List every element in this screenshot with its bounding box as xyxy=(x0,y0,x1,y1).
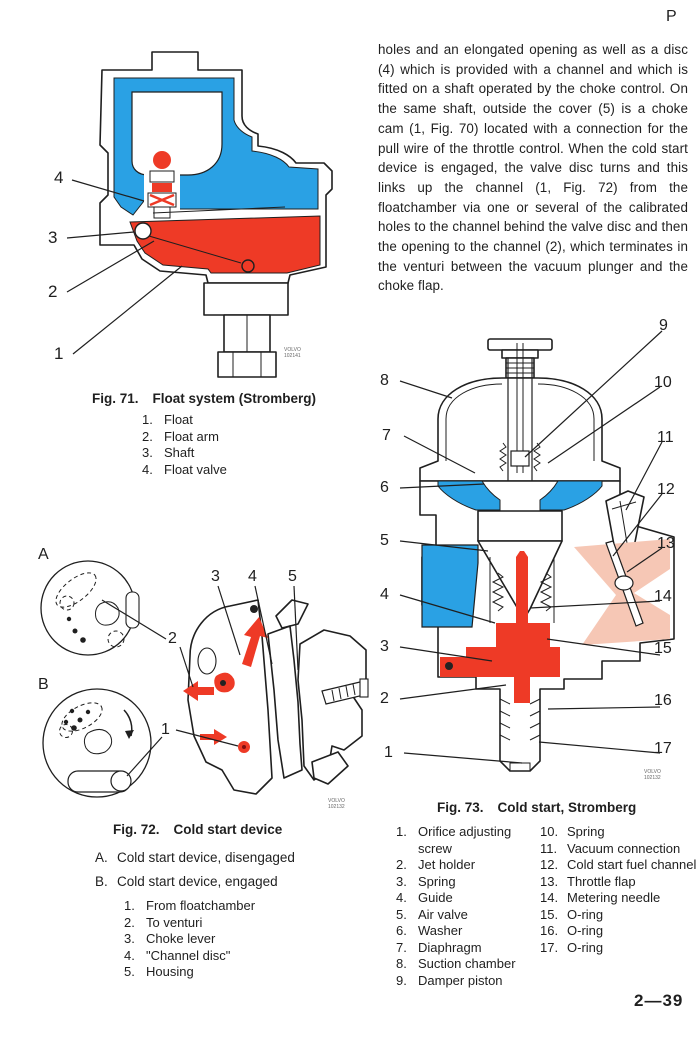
fig72-callout-2: 2 xyxy=(168,630,177,647)
list-item: 7. Diaphragm xyxy=(396,939,482,955)
fig72-callout-1: 1 xyxy=(161,721,170,738)
list-item: 2. Jet holder xyxy=(396,857,476,872)
list-item: 3. Choke lever xyxy=(124,931,216,946)
fig73-callout-4: 4 xyxy=(380,586,389,603)
fig73-parts-col1 xyxy=(396,824,544,989)
fig72-caption-label: Fig. 72. xyxy=(113,822,160,837)
fig72-disc-a xyxy=(41,561,139,655)
fig71-caption-title: Float system (Stromberg) xyxy=(152,391,317,406)
fig73-callout-6: 6 xyxy=(380,479,389,496)
fig72-callout-5: 5 xyxy=(288,568,297,585)
list-item: B. Cold start device, engaged xyxy=(95,874,278,889)
fig73-callout-2: 2 xyxy=(380,690,389,707)
fig71-callout-4: 4 xyxy=(54,168,64,187)
fig73-diagram xyxy=(378,305,696,790)
fig73-callout-8: 8 xyxy=(380,372,389,389)
fig73-damper-cap xyxy=(488,339,552,378)
fig73-credit-line2: 102132 xyxy=(644,775,661,781)
fig71-diagram xyxy=(36,30,366,388)
fig73-callout-7: 7 xyxy=(382,427,391,444)
fig73-drawing xyxy=(378,305,696,790)
fig71-callout-1: 1 xyxy=(54,344,64,363)
list-item: 9. Damper piston xyxy=(396,972,503,988)
list-item: 16. O-ring xyxy=(540,923,604,938)
list-item: 12. Cold start fuel channel xyxy=(540,857,696,872)
fig73-callout-9: 9 xyxy=(659,317,668,334)
fig71-caption xyxy=(92,391,316,406)
list-item: 10. Spring xyxy=(540,824,605,839)
fig71-drawing xyxy=(36,30,366,388)
fig73-callout-3: 3 xyxy=(380,638,389,655)
fig73-callout-1: 1 xyxy=(384,744,393,761)
fig71-bottom-bolt xyxy=(204,283,288,377)
fig73-caption-title: Cold start, Stromberg xyxy=(497,800,637,815)
list-item: 5. Air valve xyxy=(396,906,468,922)
fig73-callout-10: 10 xyxy=(654,374,672,391)
fig73-callout-14: 14 xyxy=(654,588,672,605)
list-item: 11. Vacuum connection xyxy=(540,840,681,856)
fig72-view-label-a: A xyxy=(38,546,49,563)
fig72-parts-list xyxy=(124,898,304,981)
fig71-credit-line1: VOLVO xyxy=(284,347,301,353)
fig72-callout-3: 3 xyxy=(211,568,220,585)
list-item: A. Cold start device, disengaged xyxy=(95,850,295,865)
list-item: 13. Throttle flap xyxy=(540,873,636,889)
fig71-float-valve xyxy=(144,146,180,218)
fig73-jet-screw-dot xyxy=(445,662,453,670)
list-item: 5. Housing xyxy=(124,964,194,979)
fig73-callout-15: 15 xyxy=(654,640,672,657)
fig72-disc-b xyxy=(43,689,151,797)
fig72-credit-line2: 102132 xyxy=(328,804,345,810)
fig73-credit-line1: VOLVO xyxy=(644,769,661,775)
fig72-callout-4: 4 xyxy=(248,568,257,585)
fig72-view-label-b: B xyxy=(38,676,49,693)
list-item: 3. Spring xyxy=(396,873,456,889)
fig73-callout-17: 17 xyxy=(654,740,672,757)
list-item: 2. Float arm xyxy=(142,428,219,444)
fig72-housing xyxy=(188,600,368,794)
fig73-air-passage xyxy=(422,545,478,627)
list-item: 17. O-ring xyxy=(540,939,604,955)
fig73-caption-label: Fig. 73. xyxy=(437,800,484,815)
list-item: 2. To venturi xyxy=(124,914,203,930)
fig71-caption-label: Fig. 71. xyxy=(92,391,139,406)
list-item: 14. Metering needle xyxy=(540,890,661,905)
fig73-caption xyxy=(437,800,636,815)
fig73-parts-col2 xyxy=(540,824,696,956)
fig72-credit-line1: VOLVO xyxy=(328,798,345,804)
page-number: 2—39 xyxy=(634,991,684,1010)
fig71-callout-2: 2 xyxy=(48,282,58,301)
fig72-caption xyxy=(113,822,282,837)
fig72-drawing xyxy=(30,540,370,818)
list-item: 1. Float xyxy=(142,412,193,427)
fig72-variants xyxy=(95,846,335,894)
fig71-callout-3: 3 xyxy=(48,228,58,247)
list-item: 15. O-ring xyxy=(540,906,604,922)
list-item: 6. Washer xyxy=(396,923,463,938)
list-item: 1. From floatchamber xyxy=(124,898,256,913)
fig71-shaft-pivot xyxy=(135,223,151,239)
list-item: 4. Guide xyxy=(396,890,453,905)
body-paragraph: holes and an elongated opening as well as a disc (4) which is provided with a channel and which is fitted on a shaft operated by the choke control. On the same shaft, outside the cover (5) is a choke cam (1, Fig. 70) located with a connection for the pull wire of the throttle control. When the cold start device is engaged, the valve disc turns and this links up the channel (1, Fig. 72) from the floatchamber via one or several of the calibrated holes to the channel behind the valve disc and then the opening to the channel (2), which terminates in the venturi between the vacuum plunger and the choke flap. xyxy=(378,42,688,294)
list-item: 1. Orifice adjusting screw xyxy=(396,824,512,856)
fig71-credit-line2: 102141 xyxy=(284,353,301,359)
fig71-parts-list xyxy=(142,412,302,478)
fig73-callout-11: 11 xyxy=(657,429,674,446)
fig73-callout-5: 5 xyxy=(380,532,389,549)
list-item: 4. Float valve xyxy=(142,461,227,477)
list-item: 8. Suction chamber xyxy=(396,956,516,971)
fig73-callout-12: 12 xyxy=(657,481,675,498)
list-item: 4. "Channel disc" xyxy=(124,947,231,963)
fig73-callout-16: 16 xyxy=(654,692,672,709)
fig72-diagram xyxy=(30,540,370,818)
fig73-callout-13: 13 xyxy=(657,535,675,552)
list-item: 3. Shaft xyxy=(142,445,195,460)
page-header-letter: P xyxy=(666,8,677,25)
fig72-caption-title: Cold start device xyxy=(173,822,283,837)
